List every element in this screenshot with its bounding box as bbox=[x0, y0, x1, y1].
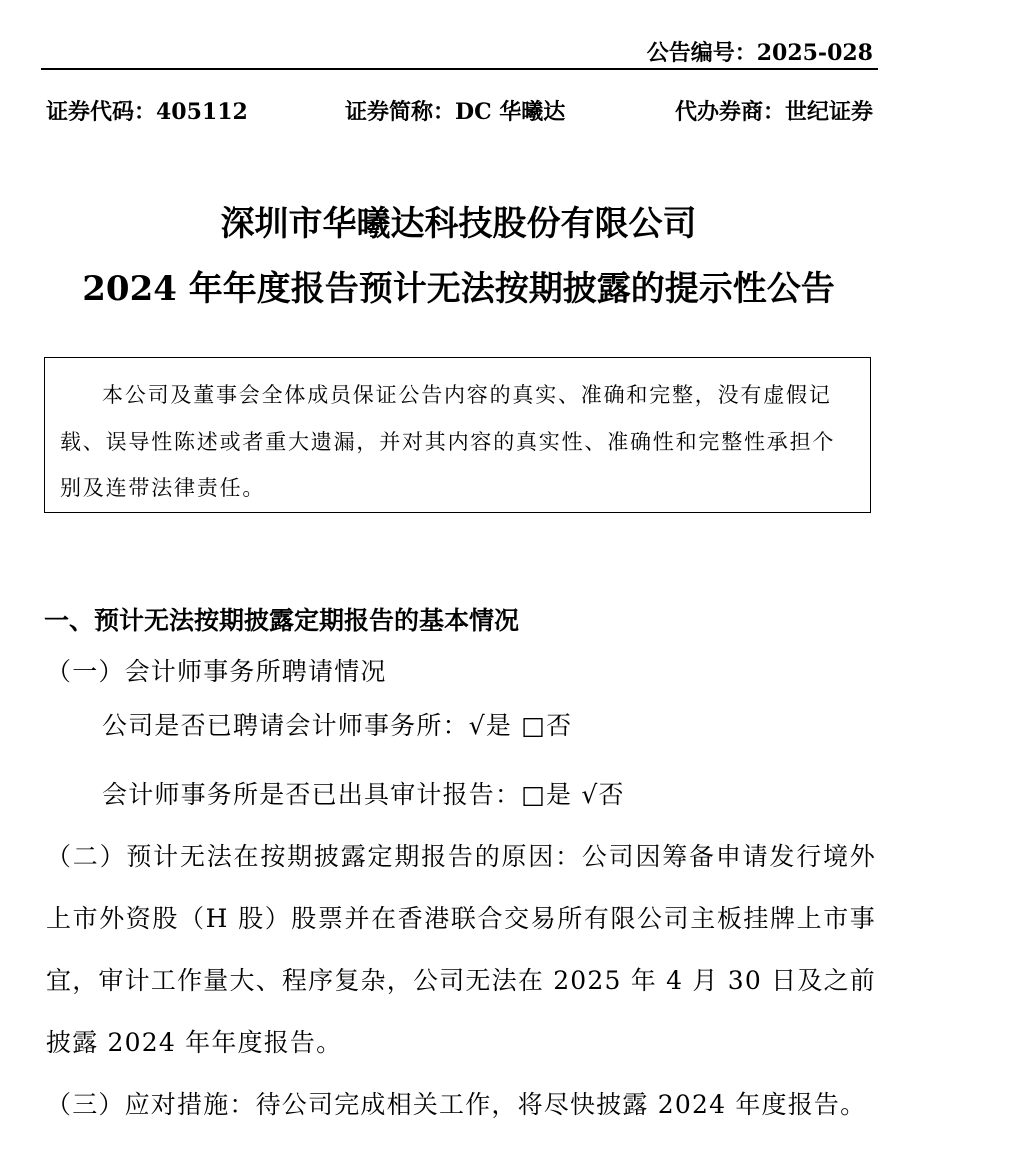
security-code: 证券代码：405112 bbox=[46, 99, 248, 125]
subsection-heading-accounting-firm: （一）会计师事务所聘请情况 bbox=[46, 657, 387, 686]
notice-number: 公告编号：2025-028 bbox=[646, 40, 873, 66]
security-abbreviation: 证券简称：DC 华曦达 bbox=[345, 99, 566, 125]
statement-text: 本公司及董事会全体成员保证公告内容的真实、准确和完整，没有虚假记载、误导性陈述或者重大遗漏，并对其内容的真实性、准确性和完整性承担个别及连带法律责任。 bbox=[60, 383, 836, 500]
agent-broker: 代办券商：世纪证券 bbox=[674, 99, 873, 125]
announcement-title: 2024 年年度报告预计无法按期披露的提示性公告 bbox=[82, 269, 835, 309]
header-divider bbox=[41, 68, 878, 70]
countermeasure-paragraph: （三）应对措施：待公司完成相关工作，将尽快披露 2024 年度报告。 bbox=[46, 1090, 867, 1119]
section-heading: 一、预计无法按期披露定期报告的基本情况 bbox=[44, 606, 520, 635]
reason-paragraph: （二）预计无法在按期披露定期报告的原因：公司因筹备申请发行境外上市外资股（H 股）股票并在香港联合交易所有限公司主板挂牌上市事宜，审计工作量大、程序复杂，公司无法在 2025 年 4 月 30 日及之前披露 2024 年年度报告。 bbox=[46, 842, 876, 1057]
company-title: 深圳市华曦达科技股份有限公司 bbox=[220, 204, 697, 244]
question-audit-report-issued: 会计师事务所是否已出具审计报告：□是 √否 bbox=[102, 780, 625, 809]
question-firm-engaged: 公司是否已聘请会计师事务所：√是 □否 bbox=[102, 711, 573, 740]
statement-box bbox=[44, 357, 871, 513]
